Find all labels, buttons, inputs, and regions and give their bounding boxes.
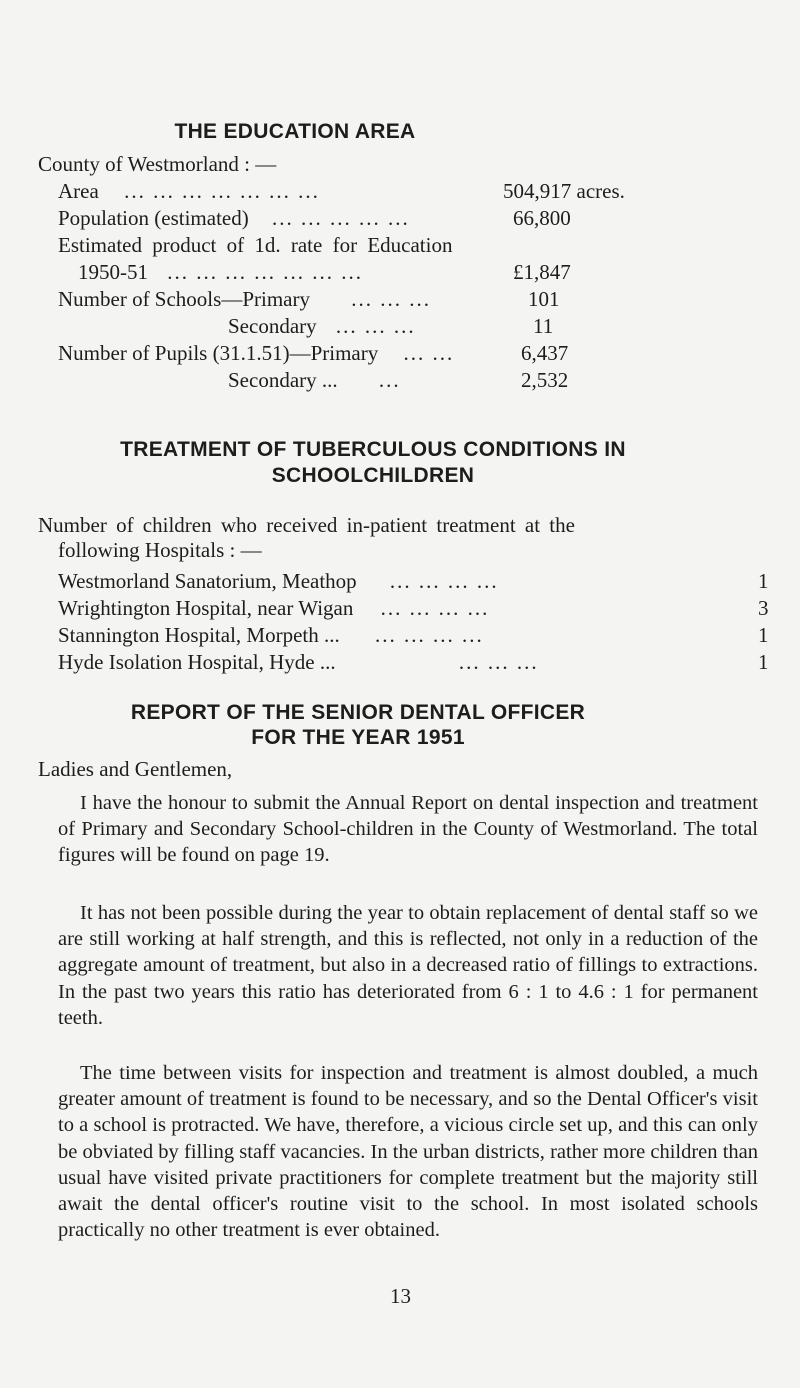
hospital-count: 1 — [758, 623, 769, 647]
tb-heading-line1: TREATMENT OF TUBERCULOUS CONDITIONS IN — [120, 438, 626, 461]
hospital-row: Wrightington Hospital, near Wigan ... ... ... ... — [58, 596, 490, 620]
rate-product-label: Estimated product of 1d. rate for Education — [58, 233, 453, 257]
hospital-count: 3 — [758, 596, 769, 620]
pupils-primary-value: 6,437 — [521, 341, 569, 365]
rate-year-label: 1950-51 ... ... ... ... ... ... ... — [78, 260, 363, 284]
county-label: County of Westmorland : — — [38, 152, 277, 176]
schools-secondary-value: 11 — [533, 314, 554, 338]
hospital-count: 1 — [758, 569, 769, 593]
schools-primary-value: 101 — [528, 287, 560, 311]
dental-heading-line1: REPORT OF THE SENIOR DENTAL OFFICER — [130, 701, 586, 724]
hospital-row: Hyde Isolation Hospital, Hyde ... ... ... ... — [58, 650, 539, 674]
population-label: Population (estimated) ... ... ... ... ... — [58, 206, 410, 230]
area-value: 504,917 acres. — [503, 179, 625, 203]
hospital-name: Wrightington Hospital, near Wigan — [58, 596, 354, 620]
hospital-name: Westmorland Sanatorium, Meathop — [58, 569, 357, 593]
hospital-count: 1 — [758, 650, 769, 674]
education-area-heading: THE EDUCATION AREA — [174, 120, 416, 143]
dental-paragraph-2: It has not been possible during the year to obtain replacement of dental staff so we are still working at half strength, and this is reflected, not only in a reduction of the aggregate amount of treatment, but also in a decreased ratio of fillings to extractions. In the past two years this ratio has deteriorated from 6 : 1 to 4.6 : 1 for permanent teeth. — [58, 902, 758, 1029]
hospital-name: Hyde Isolation Hospital, Hyde ... — [58, 650, 336, 674]
dental-paragraph-1: I have the honour to submit the Annual Report on dental inspection and treatment of Primary and Secondary School-children in the County of Westmorland. The total figures will be found on page 19. — [58, 792, 758, 867]
salutation: Ladies and Gentlemen, — [38, 757, 233, 781]
hospital-name: Stannington Hospital, Morpeth ... — [58, 623, 340, 647]
schools-secondary-label: Secondary ... ... ... — [228, 314, 416, 338]
schools-primary-label: Number of Schools—Primary ... ... ... — [58, 287, 431, 311]
population-value: 66,800 — [513, 206, 571, 230]
dental-paragraph-3: The time between visits for inspection and treatment is almost doubled, a much greater amount of treatment is found to be necessary, and so the Dental Officer's visit to a school is protracted. We have, therefore, a vicious circle set up, and this can only be obviated by filling staff vacancies. In the urban districts, rather more children than usual have visited private practitioners for complete treatment but the majority still await the dental officer's routine visit to the school. In most isolated schools practically no other treatment is ever obtained. — [58, 1062, 758, 1242]
tb-intro-line2: following Hospitals : — — [58, 538, 262, 562]
rate-year-value: £1,847 — [513, 260, 571, 284]
page-number: 13 — [390, 1284, 411, 1308]
tb-intro-line1: Number of children who received in-patient treatment at the — [38, 513, 575, 537]
pupils-primary-label: Number of Pupils (31.1.51)—Primary ... ... — [58, 341, 455, 365]
hospital-row: Westmorland Sanatorium, Meathop ... ... ... ... — [58, 569, 499, 593]
tb-heading-line2: SCHOOLCHILDREN — [271, 464, 475, 487]
pupils-secondary-label: Secondary ... ... — [228, 368, 401, 392]
dental-heading-line2: FOR THE YEAR 1951 — [251, 726, 465, 749]
pupils-secondary-value: 2,532 — [521, 368, 569, 392]
area-label: Area ... ... ... ... ... ... ... — [58, 179, 320, 203]
hospital-row: Stannington Hospital, Morpeth ... ... ... ... ... — [58, 623, 484, 647]
